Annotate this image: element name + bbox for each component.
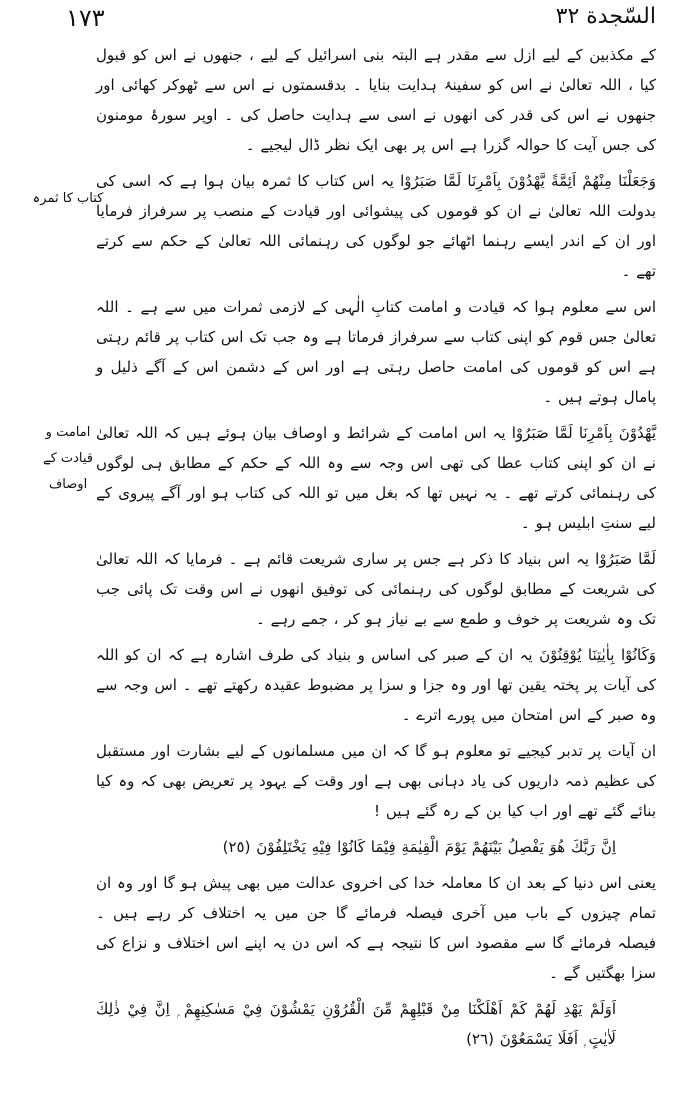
verse-line-26: اَوَلَمْ يَهْدِ لَهُمْ كَمْ اَهْلَكْنَا مِنْ قَبْلِهِمْ مِّنَ الْقُرُوْنِ يَمْشُوْنَ فِيْ مَسٰكِنِهِمْ ۭ اِنَّ فِيْ ذٰلِكَ لَاٰيٰتٍ ۭ اَفَلَا يَسْمَعُوْنَ (٢٦) [96, 1000, 616, 1048]
paragraph: وَكَانُوْا بِاٰيٰتِنَا يُوْقِنُوْنَ یہ ان کے صبر کی اساس و بنیاد کی طرف اشارہ ہے کہ ان کو اللہ کی آیات پر پختہ یقین تھا اور وہ جزا و سزا پر مضبوط عقیدہ رکھتے تھے ۔ اس وجہ سے وہ صبر کے اس امتحان میں پورے اترے ۔ [96, 646, 656, 724]
verse-quote: وَجَعَلْنَا مِنْهُمْ اَئِمَّةً یَّهْدُوْنَ بِاَمْرِنَا لَمَّا صَبَرُوْا [400, 172, 656, 190]
paragraph: یعنی اس دنیا کے بعد ان کا معاملہ خدا کی اخروی عدالت میں بھی پیش ہو گا اور وہ ان تمام چیزوں کے باب میں آخری فیصلہ فرمائے گا جن میں یہ اختلاف کر رہے ہیں ۔ فیصلہ فرمائے گا سے مقصود اس کا نتیجہ ہے کہ اس دن یہ اپنے اس اختلاف و نزاع کی سزا بھگتیں گے ۔ [96, 874, 656, 982]
surah-title: السّجدة ٣٢ [555, 4, 656, 29]
margin-note-book-fruit: کتاب کا ثمرہ [32, 191, 104, 206]
verse-quote: وَكَانُوْا بِاٰيٰتِنَا يُوْقِنُوْنَ [539, 646, 656, 664]
paragraph: کے مکذبین کے لیے ازل سے مقدر ہے البتہ بنی اسرائیل کے لیے ، جنھوں نے اس کو قبول کیا ، اللہ تعالیٰ نے اس کو سفینۂ ہدایت بنایا ۔ بدقسمتوں نے اس سے ٹھوکر کھائی اور جنھوں نے اس کی قدر کی انھوں نے اسی سے ہدایت حاصل کی ۔ اوپر سورۂ مومنون کی جس آیت کا حوالہ گزرا ہے اس پر بھی ایک نظر ڈال لیجیے ۔ [96, 46, 656, 154]
commentary-body [96, 40, 656, 1060]
verse-quote: لَمَّا صَبَرُوْا [595, 550, 656, 568]
page-number: ١٧٣ [66, 4, 105, 32]
paragraph: ان آیات پر تدبر کیجیے تو معلوم ہو گا کہ ان میں مسلمانوں کے لیے بشارت اور مستقبل کی عظیم ذمہ داریوں کی یاد دہانی بھی ہے اور وقت کے یہود پر تعریض بھی کہ وہ کیا بنائے گئے تھے اور اب کیا بن کے رہ گئے ہیں ! [96, 742, 656, 820]
verse-line-25: اِنَّ رَبَّكَ هُوَ يَفْصِلُ بَيْنَهُمْ يَوْمَ الْقِيٰمَةِ فِيْمَا كَانُوْا فِيْهِ يَخْتَلِفُوْنَ (٢٥) [222, 838, 616, 856]
page-header [40, 4, 680, 34]
margin-note-leadership-qualities: امامت و قیادت کے اوصاف [42, 425, 94, 492]
paragraph: اس سے معلوم ہوا کہ قیادت و امامت کتابِ الٰہی کے لازمی ثمرات میں سے ہے ۔ اللہ تعالیٰ جس قوم کو اپنی کتاب سے سرفراز فرماتا ہے وہ جب تک اس کتاب پر قائم رہتی ہے اس کو قوموں کی امامت حاصل رہتی ہے اور اس کے دشمن اس کے آگے ذلیل و پامال ہوتے ہیں ۔ [96, 298, 656, 406]
paragraph: یَّهْدُوْنَ بِاَمْرِنَا لَمَّا صَبَرُوْا یہ اس امامت کے شرائط و اوصاف بیان ہوئے ہیں کہ اللہ تعالیٰ نے ان کو اپنی کتاب عطا کی تھی اس وجہ سے وہ اللہ کے حکم کے مطابق ہی لوگوں کی رہنمائی کرتے تھے ۔ یہ نہیں تھا کہ بغل میں تو اللہ کی کتاب ہو اور آگے پیروی کے لیے سنتِ ابلیس ہو ۔ [96, 424, 656, 532]
paragraph: لَمَّا صَبَرُوْا یہ اس بنیاد کا ذکر ہے جس پر ساری شریعت قائم ہے ۔ فرمایا کہ اللہ تعالیٰ کی شریعت کے مطابق لوگوں کی رہنمائی کی توفیق انھوں نے اس وقت تک پائی جب تک وہ شریعت پر خوف و طمع سے بے نیاز ہو کر ، جمے رہے ۔ [96, 550, 656, 628]
verse-quote: یَّهْدُوْنَ بِاَمْرِنَا لَمَّا صَبَرُوْا [511, 424, 656, 442]
paragraph: وَجَعَلْنَا مِنْهُمْ اَئِمَّةً یَّهْدُوْنَ بِاَمْرِنَا لَمَّا صَبَرُوْا یہ اس کتاب کا ثمرہ بیان ہوا ہے کہ اسی کی بدولت اللہ تعالیٰ نے ان کو قوموں کی پیشوائی اور قیادت کے منصب پر سرفراز فرمایا اور ان کے اندر ایسے رہنما اٹھائے جو لوگوں کی رہنمائی اللہ تعالیٰ کے حکم سے کرتے تھے ۔ [96, 172, 656, 280]
